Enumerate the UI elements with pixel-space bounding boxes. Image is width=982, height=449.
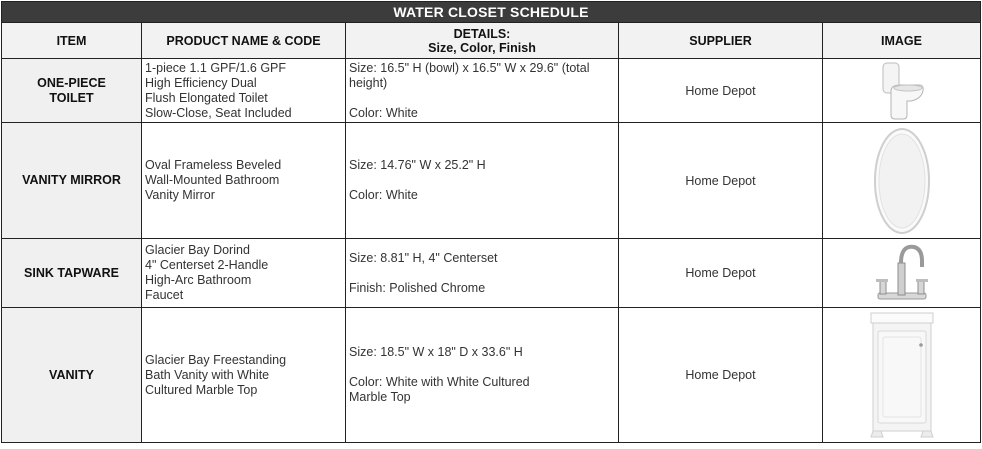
product-line: Bath Vanity with White <box>145 367 270 382</box>
faucet-icon <box>872 241 932 305</box>
item-cell <box>2 239 142 308</box>
oval-mirror-icon <box>872 126 932 236</box>
product-line: Vanity Mirror <box>145 188 215 202</box>
product-line: High Efficiency Dual <box>145 75 257 90</box>
water-closet-schedule-table <box>1 1 981 443</box>
vanity-cabinet-icon <box>867 311 937 439</box>
details-line: Size: 14.76" W x 25.2" H <box>349 158 486 172</box>
supplier-cell: Home Depot <box>619 59 823 123</box>
details-line: Color: White <box>349 105 418 120</box>
details-line: height) <box>349 75 388 90</box>
details-cell <box>346 123 619 239</box>
header-details-line1: DETAILS: <box>453 26 511 41</box>
details-line: Marble Top <box>349 390 411 404</box>
header-product: PRODUCT NAME & CODE <box>142 23 346 59</box>
item-label: VANITY MIRROR <box>22 173 121 187</box>
product-line: 4" Centerset 2-Handle <box>145 258 269 272</box>
product-line: Faucet <box>145 288 184 302</box>
product-cell <box>142 123 346 239</box>
header-supplier: SUPPLIER <box>619 23 823 59</box>
table-row <box>2 308 981 443</box>
header-item: ITEM <box>2 23 142 59</box>
details-line: Size: 18.5" W x 18" D x 33.6" H <box>349 345 523 359</box>
product-line: Oval Frameless Beveled <box>145 158 282 172</box>
product-line: High-Arc Bathroom <box>145 273 252 287</box>
image-cell <box>823 59 981 123</box>
details-line: Size: 16.5" H (bowl) x 16.5" W x 29.6" (total <box>349 60 590 75</box>
table-row <box>2 123 981 239</box>
product-line: Flush Elongated Toilet <box>145 90 268 105</box>
supplier-cell: Home Depot <box>619 123 823 239</box>
header-image: IMAGE <box>823 23 981 59</box>
toilet-icon <box>877 61 927 121</box>
item-cell <box>2 59 142 123</box>
supplier-cell: Home Depot <box>619 239 823 308</box>
details-cell <box>346 308 619 443</box>
details-line: Size: 8.81" H, 4" Centerset <box>349 250 498 265</box>
details-line: Finish: Polished Chrome <box>349 280 486 295</box>
product-line: Slow-Close, Seat Included <box>145 105 292 120</box>
supplier-cell: Home Depot <box>619 308 823 443</box>
image-cell <box>823 239 981 308</box>
image-cell <box>823 123 981 239</box>
item-label: ONE-PIECE <box>37 75 106 90</box>
item-label: SINK TAPWARE <box>24 265 119 280</box>
product-line: Wall-Mounted Bathroom <box>145 173 280 187</box>
header-row <box>2 23 981 59</box>
image-cell <box>823 308 981 443</box>
table-row <box>2 59 981 123</box>
product-line: Glacier Bay Freestanding <box>145 352 287 367</box>
item-label: TOILET <box>49 90 94 105</box>
details-line: Color: White with White Cultured <box>349 375 530 389</box>
header-details-line2: Size, Color, Finish <box>428 40 536 55</box>
details-cell <box>346 59 619 123</box>
schedule-title: WATER CLOSET SCHEDULE <box>2 2 981 23</box>
product-cell <box>142 308 346 443</box>
item-label: VANITY <box>49 367 94 382</box>
product-line: Cultured Marble Top <box>145 382 258 397</box>
header-details <box>346 23 619 59</box>
product-cell <box>142 239 346 308</box>
product-line: Glacier Bay Dorind <box>145 243 250 257</box>
details-line: Color: White <box>349 188 418 202</box>
item-cell <box>2 123 142 239</box>
table-row <box>2 239 981 308</box>
product-cell <box>142 59 346 123</box>
product-line: 1-piece 1.1 GPF/1.6 GPF <box>145 60 287 75</box>
item-cell <box>2 308 142 443</box>
details-cell <box>346 239 619 308</box>
